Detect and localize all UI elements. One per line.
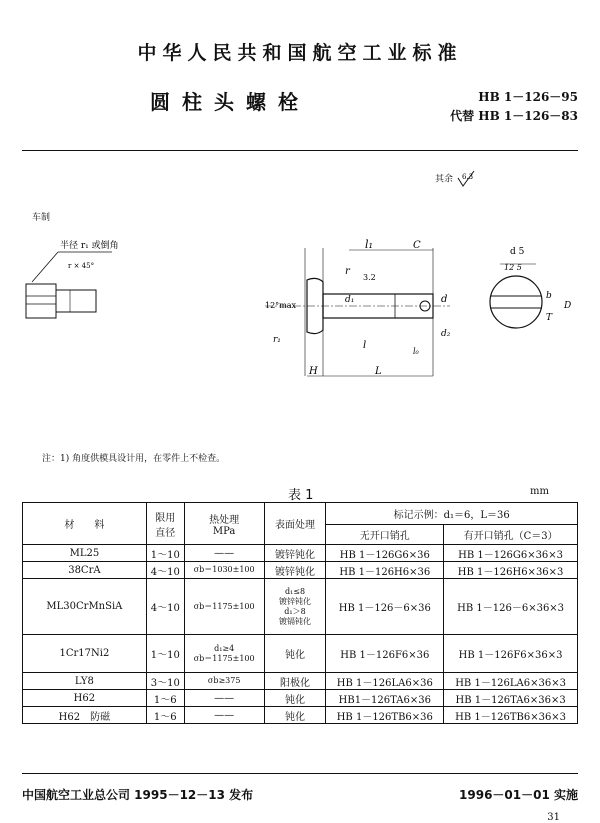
standard-number: HB 1－126－95	[478, 90, 578, 104]
document-title: 圆柱头螺栓	[150, 90, 310, 114]
header-rule	[22, 150, 578, 151]
replaces-standard: 代替 HB 1－126－83	[450, 109, 578, 123]
dim-b: b	[546, 291, 552, 301]
header-heat: 热处理 MPa	[184, 503, 264, 545]
process-label: 车制	[32, 213, 51, 223]
dim-l1: l₁	[365, 238, 373, 251]
table-title: 表 1	[288, 488, 314, 503]
dim-slot125: 12 5	[504, 263, 522, 272]
material-table	[22, 502, 578, 724]
header-surface: 表面处理	[264, 503, 326, 545]
header-material: 材 料	[23, 503, 147, 545]
header-limit-dia: 限用 直径	[146, 503, 184, 545]
page-number: 31	[547, 812, 560, 823]
dim-d1: d₁	[345, 295, 355, 305]
dim-h: H	[309, 366, 318, 377]
header-no-hole: 无开口销孔	[326, 525, 444, 545]
detail-label: 半径 r₁ 或倒角	[60, 241, 119, 251]
table-row: H62 防磁 1～6 —— 钝化 HB 1－126TB6×36 HB 1－126TB6×36×3	[23, 707, 578, 724]
drawing-note: 注：1) 角度供模具设计用，在零件上不检查。	[42, 454, 226, 464]
table-row: 1Cr17Ni2 1～10 d₁≥4 σb＝1175±100 钝化 HB 1－126F6×36 HB 1－126F6×36×3	[23, 635, 578, 673]
header-example: 标记示例：d₁＝6，L＝36	[326, 503, 578, 525]
dim-c: C	[413, 240, 421, 251]
standard-org-title: 中华人民共和国航空工业标准	[137, 42, 463, 64]
dim-r1: r₁	[273, 335, 281, 345]
dim-l0: l₀	[413, 347, 419, 356]
dim-d5: d 5	[510, 247, 525, 257]
dim-t: T	[546, 313, 553, 323]
roughness-label: 其余	[435, 174, 454, 185]
table-unit: mm	[530, 486, 549, 497]
dim-d2: d₂	[441, 329, 451, 339]
detail-chamfer: r × 45°	[68, 262, 95, 270]
table-row: ML30CrMnSiA 4～10 σb＝1175±100 d₁≤8 镀锌钝化 d₁＞8 镀镉钝化 HB 1－126－6×36 HB 1－126－6×36×3	[23, 579, 578, 635]
dim-r: r	[345, 266, 350, 277]
table-row: LY8 3～10 σb≥375 阳极化 HB 1－126LA6×36 HB 1－126LA6×36×3	[23, 673, 578, 690]
roughness-value: 6.3	[461, 173, 474, 181]
table-row: ML25 1～10 —— 镀锌钝化 HB 1－126G6×36 HB 1－126G6×36×3	[23, 545, 578, 562]
table-row: 38CrA 4～10 σb＝1030±100 镀锌钝化 HB 1－126H6×36 HB 1－126H6×36×3	[23, 562, 578, 579]
issued-date: 中国航空工业总公司 1995－12－13 发布	[22, 788, 254, 802]
table-row: H62 1～6 —— 钝化 HB1－126TA6×36 HB 1－126TA6×36×3	[23, 690, 578, 707]
dim-12max: 12°max	[265, 301, 297, 310]
bolt-main-view	[245, 236, 455, 386]
header-with-hole: 有开口销孔（C＝3）	[444, 525, 578, 545]
roughness-note	[435, 170, 478, 188]
dim-l: l	[363, 340, 367, 351]
dim-d: d	[441, 294, 448, 305]
effective-date: 1996－01－01 实施	[459, 788, 578, 802]
roughness-symbol-icon	[456, 170, 478, 188]
dim-roughness-32: 3.2	[363, 273, 376, 282]
footer-rule	[22, 773, 578, 774]
head-detail-drawing	[20, 238, 170, 338]
bolt-end-view	[480, 236, 580, 356]
dim-big-l: L	[375, 366, 382, 377]
dim-big-d: D	[564, 301, 572, 311]
